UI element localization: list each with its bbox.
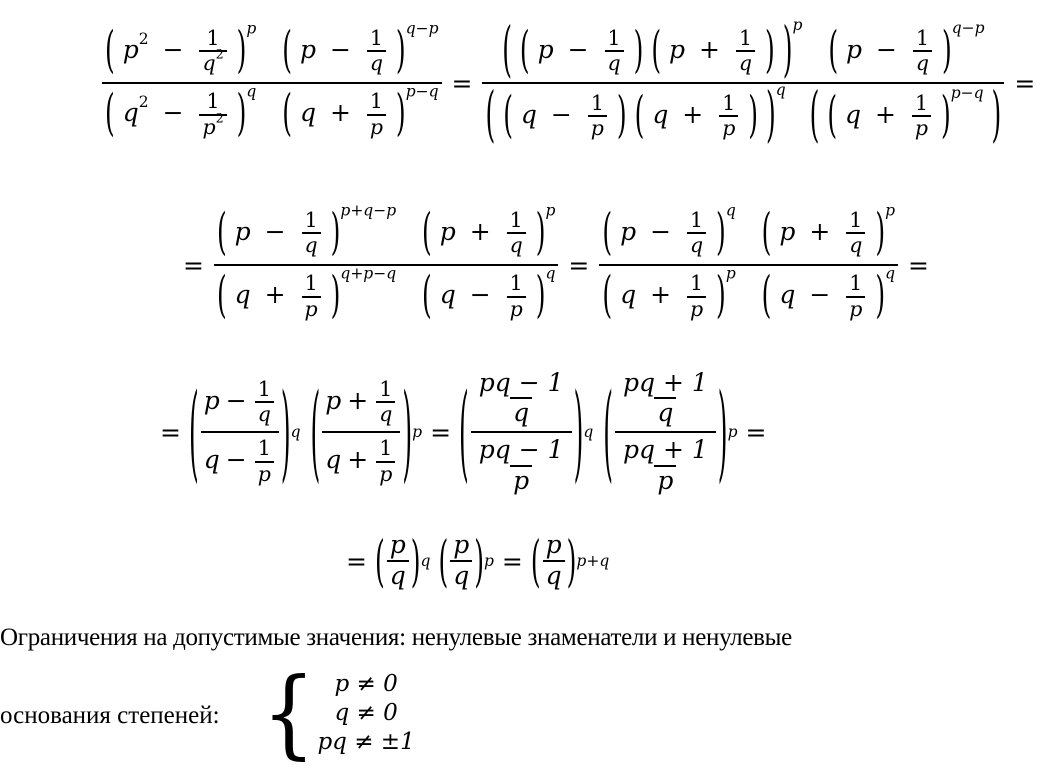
- condition-p: p ≠ 0: [334, 670, 398, 697]
- equation-line-3: = ( p − $\frac{1}{q}$ q − $\frac{1}{p}$ ) q ( p + $\frac{1}{q}$ q + $\frac{1}{p}$ ) p = ( $\frac{\frac{pq - 1}{q}}{\frac{pq - 1}{p}}$ ) q ( $\frac{\frac{pq + 1}{q}}{\frac{pq + 1}{p}}$ ) p =: [160, 367, 767, 495]
- line2-fraction-2: ( p − $\frac{1}{q}$ )$^q$ ( p + $\frac{1}{q}$ )$^p$ ( q + $\frac{1}{p}$ )$^p$ ( q − $\frac{1}{p}$ )$^q$: [599, 209, 898, 321]
- equation-line-4: = ( $\frac{p}{q}$ ) q ( $\frac{p}{q}$ ) p = ( $\frac{p}{q}$ ) p+q: [346, 529, 610, 593]
- line3-fraction-2: p + $\frac{1}{q}$ q + $\frac{1}{p}$: [322, 378, 400, 486]
- line3-fraction-4: $\frac{\frac{pq + 1}{q}}{\frac{pq + 1}{p}}$: [615, 369, 716, 496]
- condition-q: q ≠ 0: [334, 699, 398, 726]
- line3-fraction-1: p − $\frac{1}{q}$ q − $\frac{1}{p}$: [201, 378, 279, 486]
- rhs-fraction-1: ( ( p − $\frac{1}{q}$ ) ( p + $\frac{1}{q}$ ) )$^p$ ( p − $\frac{1}{q}$ )$^{q-p}$ ( ( q − $\frac{1}{p}$ ) ( q + $\frac{1}{p}$ ) )$^q$ ( ( q + $\frac{1}{p}$ )$^{p-q}$ ): [482, 25, 1004, 141]
- left-brace: {: [262, 656, 316, 769]
- conditions-list: [317, 670, 414, 757]
- restrictions-text-line-1: Ограничения на допустимые значения: ненулевые знаменатели и ненулевые: [0, 624, 792, 651]
- line3-fraction-3: $\frac{\frac{pq - 1}{q}}{\frac{pq - 1}{p}}$: [471, 369, 572, 496]
- condition-pq: pq ≠ ±1: [317, 728, 415, 755]
- equation-line-2: = ( p − $\frac{1}{q}$ )$^{p+q-p}$ ( p + $\frac{1}{q}$ )$^p$ ( q + $\frac{1}{p}$ )$^{q+p-q}$ ( q − $\frac{1}{p}$ )$^q$ = ( p − $\frac{1}{q}$ )$^q$ ( p + $\frac{1}{q}$ )$^p$ ( q + $\frac{1}{p}$ )$^p$ ( q − $\frac{1}{p}$ )$^q$ =: [183, 201, 929, 324]
- conditions-system: [262, 656, 415, 769]
- lhs-fraction: ( $p^2$ − $\frac{1}{q^2}$ )$^p$ ( p − $\frac{1}{q}$ )$^{q-p}$ ( $q^2$ − $\frac{1}{p^2}$ )$^q$ ( q + $\frac{1}{p}$ )$^{p-q}$: [102, 27, 442, 139]
- line2-fraction-1: ( p − $\frac{1}{q}$ )$^{p+q-p}$ ( p + $\frac{1}{q}$ )$^p$ ( q + $\frac{1}{p}$ )$^{q+p-q}$ ( q − $\frac{1}{p}$ )$^q$: [214, 209, 558, 321]
- equation-line-1: ( $p^2$ − $\frac{1}{q^2}$ )$^p$ ( p − $\frac{1}{q}$ )$^{q-p}$ ( $q^2$ − $\frac{1}{p^2}$ )$^q$ ( q + $\frac{1}{p}$ )$^{p-q}$ = ( ( p − $\frac{1}{q}$ ) ( p + $\frac{1}{q}$ ) )$^p$ ( p − $\frac{1}{q}$ )$^{q-p}$ ( ( q − $\frac{1}{p}$ ) ( q + $\frac{1}{p}$ ) )$^q$ ( ( q + $\frac{1}{p}$ )$^{p-q}$ ) =: [100, 8, 1043, 158]
- restrictions-text-line-2: основания степеней:: [0, 702, 220, 729]
